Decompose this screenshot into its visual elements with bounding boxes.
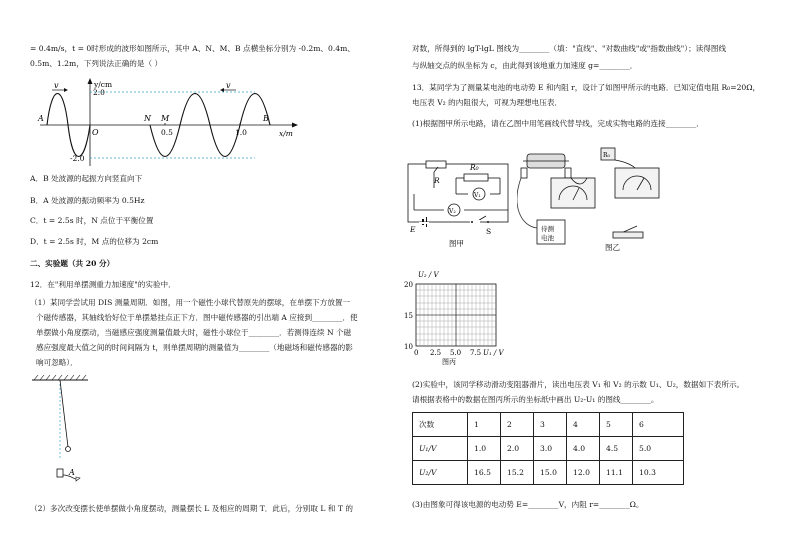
q12-part2-line: （2）多次改变摆长使单摆做小角度摆动，测量摆长 L 及相应的周期 T．此后，分别取 L 和 T 的 — [30, 504, 353, 513]
graph-x-label: U₁ / V — [483, 349, 504, 357]
point-A-label: A — [38, 114, 44, 123]
graph-y-tick: 20 — [404, 281, 413, 289]
circuit-diagram-a — [404, 150, 516, 250]
switch-label: S — [486, 227, 492, 236]
wave-figure — [30, 78, 330, 170]
table-cell: U₂/V — [413, 461, 468, 485]
section-title: 二、实验题（共 20 分） — [30, 259, 115, 268]
question-intro-line2: 0.5m、1.2m，下列说法正确的是（ ） — [30, 59, 163, 68]
graph-x-tick: 0 — [414, 349, 419, 357]
pendulum-figure — [30, 375, 140, 495]
table-cell: 15.0 — [534, 461, 567, 485]
table-row — [413, 413, 684, 437]
table-cell: 10.3 — [633, 461, 684, 485]
table-cell: 16.5 — [468, 461, 501, 485]
graph-x-tick: 2.5 — [430, 349, 442, 357]
battery-label-line1: 待测 — [541, 225, 554, 233]
question-intro-line1: = 0.4m/s，t = 0时形成的波形如图所示，其中 A、N、M、B 点横坐标分别为 -0.2m、0.4m、 — [30, 44, 355, 53]
option-c: C．t = 2.5s 时，N 点位于平衡位置 — [30, 216, 154, 225]
table-row — [413, 437, 684, 461]
q12-para-line: 个磁传感器，其轴线恰好位于单摆悬挂点正下方．图中磁传感器的引出端 A 应接到________．使 — [36, 313, 358, 322]
data-table — [412, 412, 684, 485]
resistor-r0-label: R₀ — [470, 163, 479, 172]
emf-label: E — [410, 225, 416, 234]
y-min-label: -2.0 — [70, 154, 85, 163]
table-cell: 5.0 — [633, 437, 684, 461]
table-cell: 次数 — [413, 413, 468, 437]
rheostat-label: R — [434, 176, 440, 185]
table-cell: U₁/V — [413, 437, 468, 461]
x-axis-label: x/m — [279, 129, 293, 138]
table-row — [413, 461, 684, 485]
question-13-line1: 13．某同学为了测量某电池的电动势 E 和内阻 r，设计了如图甲所示的电路．已知定值电阻 R₀=20Ω， — [412, 83, 761, 92]
graph-x-tick: 5.0 — [450, 349, 462, 357]
table-cell: 4 — [567, 413, 600, 437]
graph-y-label: U₂ / V — [418, 271, 439, 279]
point-B-label: B — [263, 114, 269, 123]
table-cell: 6 — [633, 413, 684, 437]
table-cell: 11.1 — [600, 461, 633, 485]
q13-sub1: (1)根据图甲所示电路，请在乙图中用笔画线代替导线，完成实物电路的连接________． — [412, 119, 704, 128]
table-cell: 1.0 — [468, 437, 501, 461]
q13-sub3: (3)由图象可得该电源的电动势 E=________V，内阻 r=________Ω。 — [412, 500, 644, 509]
graph-caption: 图丙 — [442, 358, 456, 366]
origin-label: O — [92, 128, 99, 137]
y-axis-label: y/cm — [94, 80, 113, 89]
figure-b-caption: 图乙 — [605, 243, 620, 252]
table-cell: 4.5 — [600, 437, 633, 461]
table-cell: 5 — [600, 413, 633, 437]
option-b: B．A 处波源的振动频率为 0.5Hz — [30, 196, 145, 205]
point-N-label: N — [144, 114, 151, 123]
q13-sub2-line2: 请根据表格中的数据在图丙所示的坐标纸中画出 U₂-U₁ 的图线________。 — [412, 395, 659, 404]
q12-para-line: 单摆做小角度摆动，当磁感应强度测量值最大时，磁性小球位于________．若测得连续 N 个磁 — [36, 328, 352, 337]
table-cell: 2 — [501, 413, 534, 437]
q13-sub2-line1: (2)实验中，该同学移动滑动变阻器滑片，读出电压表 V₁ 和 V₂ 的示数 U₁、U₂，数据如下表所示。 — [412, 380, 745, 389]
velocity-label-left: v — [54, 81, 59, 90]
voltmeter-v1-label: V₁ — [474, 192, 481, 199]
question-12-title: 12．在"利用单摆测重力加速度"的实验中． — [30, 280, 176, 289]
option-a: A．B 处波源的起振方向竖直向下 — [30, 174, 143, 183]
point-M-label: M — [161, 114, 170, 123]
sensor-end-A-label: A — [69, 468, 75, 477]
q12-para-line: 感应强度最大值之间的时间间隔为 t，则单摆周期的测量值为________（地磁场和磁传感器的影 — [36, 343, 353, 352]
continuation-line1: 对数，所得到的 lgT-lgL 图线为________（填："直线"、"对数曲线"或"指数曲线"）；读得图线 — [412, 44, 727, 53]
option-d: D．t = 2.5s 时，M 点的位移为 2cm — [30, 237, 159, 246]
tick-1-0: 1.0 — [235, 128, 247, 137]
question-13-line2: 电压表 V₂ 的内阻很大，可视为理想电压表． — [412, 98, 563, 107]
battery-label-line2: 电池 — [541, 234, 554, 242]
continuation-line2: 与纵轴交点的纵坐标为 c，由此得到该地重力加速度 g=________． — [412, 61, 638, 70]
velocity-label-right: v — [226, 81, 231, 90]
table-cell: 12.0 — [567, 461, 600, 485]
voltmeter-v2-label: V₂ — [449, 208, 456, 215]
figure-a-caption: 图甲 — [449, 239, 464, 248]
circuit-diagram-b — [517, 146, 737, 252]
table-cell: 3 — [534, 413, 567, 437]
table-cell: 3.0 — [534, 437, 567, 461]
table-cell: 2.0 — [501, 437, 534, 461]
q12-para-line: 响可忽略）． — [36, 358, 78, 367]
graph-y-tick: 10 — [404, 343, 413, 351]
graph-y-tick: 15 — [404, 312, 413, 320]
tick-0-5: 0.5 — [161, 128, 173, 137]
y-max-label: 2.0 — [93, 88, 105, 97]
table-cell: 1 — [468, 413, 501, 437]
table-cell: 4.0 — [567, 437, 600, 461]
table-cell: 15.2 — [501, 461, 534, 485]
resistor-r0-label-b: R₀ — [603, 152, 610, 159]
graph-x-tick: 7.5 — [470, 349, 482, 357]
graph-c — [398, 268, 518, 366]
q12-para-line: （1）某同学尝试用 DIS 测量周期．如图，用一个磁性小球代替原先的摆球，在单摆下方放置一 — [30, 298, 351, 307]
